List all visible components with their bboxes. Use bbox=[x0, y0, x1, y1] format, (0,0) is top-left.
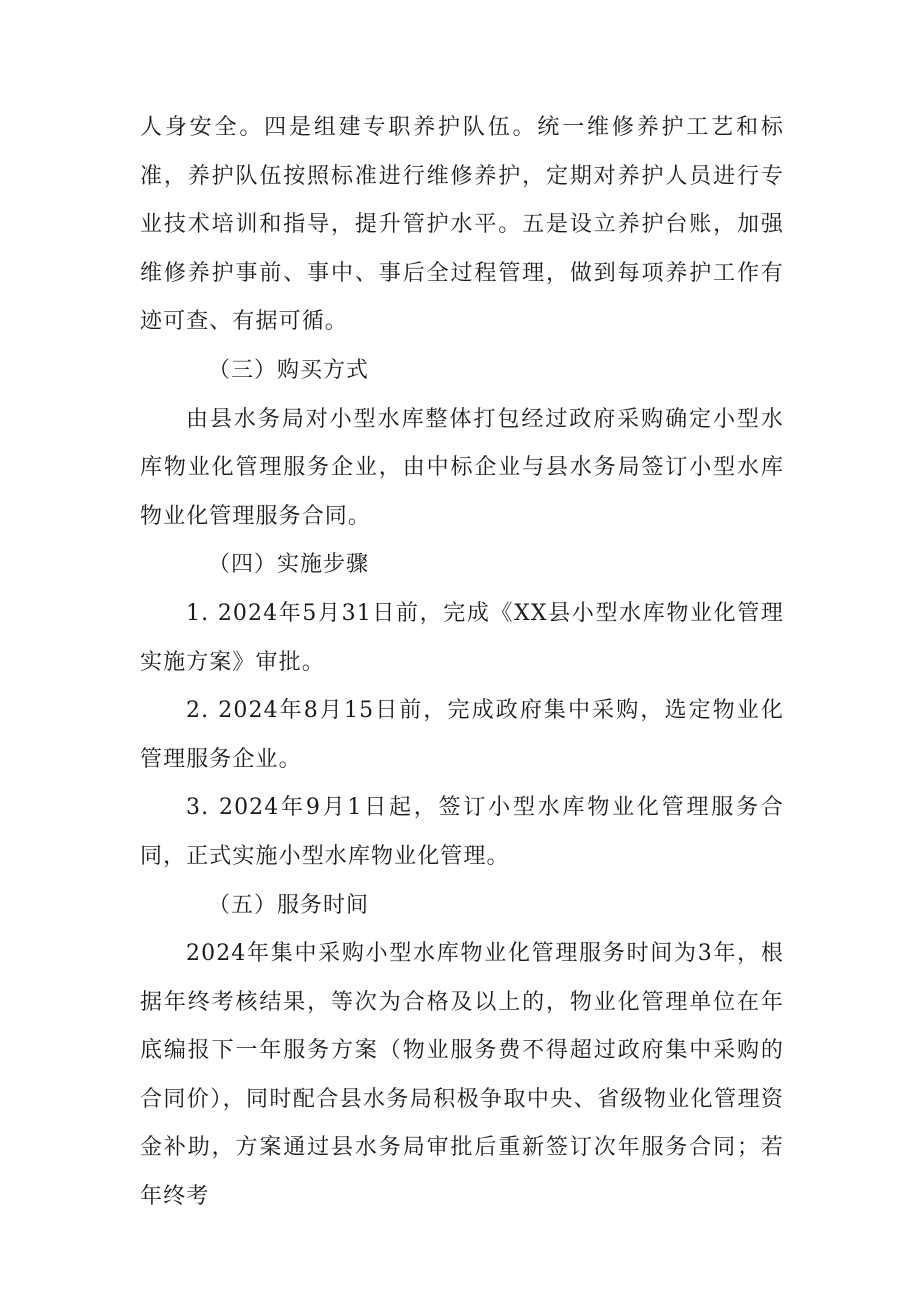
step-item-1: 1. 2024年5月31日前，完成《XX县小型水库物业化管理实施方案》审批。 bbox=[140, 600, 784, 675]
paragraph-service-time: 2024年集中采购小型水库物业化管理服务时间为3年，根据年终考核结果，等次为合格及以上的，物业化管理单位在年底编报下一年服务方案（物业服务费不得超过政府集中采购的合同价），同时配合县水务局积极争取中央、省级物业化管理资金补助，方案通过县水务局审批后重新签订次年服务合同；若年终考 bbox=[140, 941, 784, 1210]
heading-purchase-method: （三）购买方式 bbox=[208, 357, 370, 383]
heading-implementation-steps: （四）实施步骤 bbox=[208, 552, 370, 578]
paragraph-maintenance-team: 人身安全。四是组建专职养护队伍。统一维修养护工艺和标准，养护队伍按照标准进行维修养护，定期对养护人员进行专业技术培训和指导，提升管护水平。五是设立养护台账，加强维修养护事前、事中、事后全过程管理，做到每项养护工作有迹可查、有据可循。 bbox=[140, 115, 784, 335]
step-item-3: 3. 2024年9月1日起，签订小型水库物业化管理服务合同，正式实施小型水库物业化管理。 bbox=[140, 795, 784, 869]
document-body bbox=[140, 104, 784, 1222]
step-item-2: 2. 2024年8月15日前，完成政府集中采购，选定物业化管理服务企业。 bbox=[140, 698, 784, 772]
paragraph-purchase-method: 由县水务局对小型水库整体打包经过政府采购确定小型水库物业化管理服务企业，由中标企业与县水务局签订小型水库物业化管理服务合同。 bbox=[140, 406, 784, 529]
heading-service-time: （五）服务时间 bbox=[208, 892, 370, 918]
